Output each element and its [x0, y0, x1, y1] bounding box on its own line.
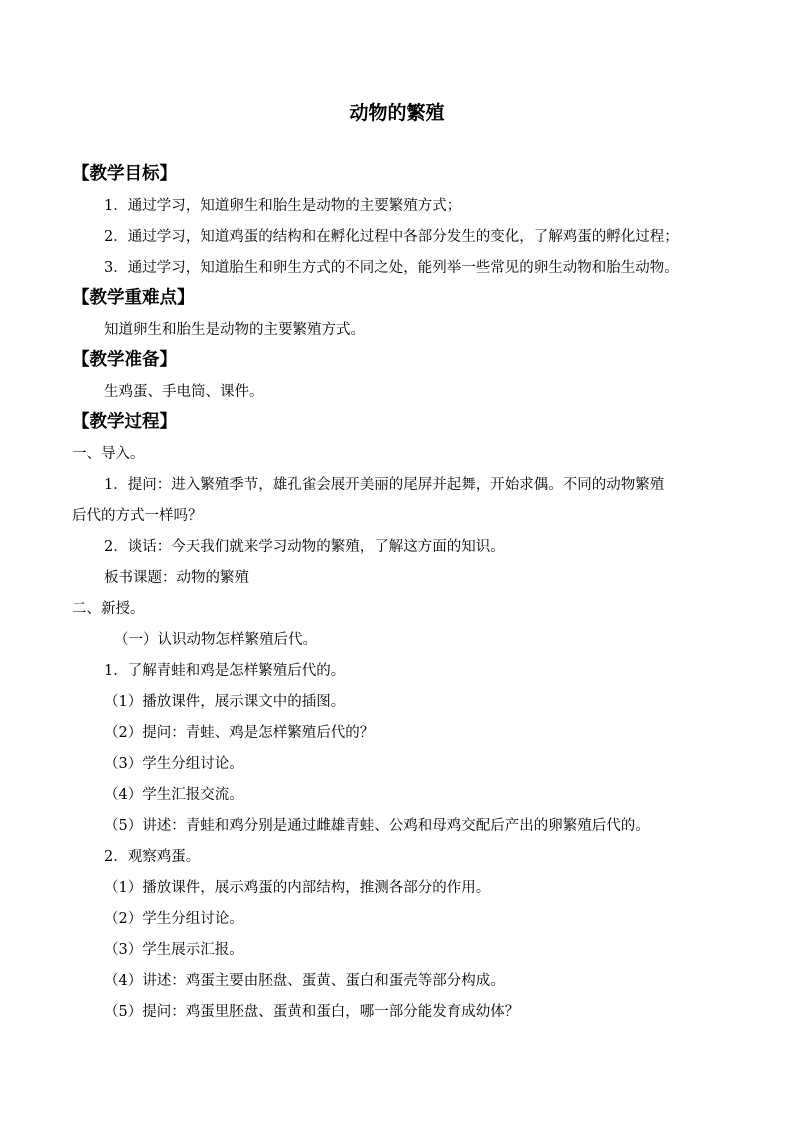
process-step-1-item-3: （3）学生分组讨论。 — [104, 756, 244, 772]
process-part-2-subsection-1: （一）认识动物怎样繁殖后代。 — [114, 632, 317, 648]
process-board-title: 板书课题：动物的繁殖 — [104, 570, 249, 586]
process-step-2-item-5: （5）提问：鸡蛋里胚盘、蛋黄和蛋白，哪一部分能发育成幼体？ — [104, 1004, 520, 1020]
section-heading-key-points: 【教学重难点】 — [72, 288, 195, 308]
process-step-2-item-4: （4）讲述：鸡蛋主要由胚盘、蛋黄、蛋白和蛋壳等部分构成。 — [104, 973, 505, 989]
process-step-1-item-4: （4）学生汇报交流。 — [104, 787, 244, 803]
process-step-1-item-1: （1）播放课件，展示课文中的插图。 — [104, 694, 346, 710]
section-heading-process: 【教学过程】 — [72, 412, 177, 432]
objective-item-3: 3．通过学习，知道胎生和卵生方式的不同之处，能列举一些常见的卵生动物和胎生动物。 — [104, 260, 679, 276]
section-heading-objectives: 【教学目标】 — [72, 164, 177, 184]
key-points-text: 知道卵生和胎生是动物的主要繁殖方式。 — [104, 322, 365, 338]
process-part-1-item-1-line-1: 1．提问：进入繁殖季节，雄孔雀会展开美丽的尾屏并起舞，开始求偶。不同的动物繁殖 — [104, 477, 665, 493]
process-step-2-item-1: （1）播放课件，展示鸡蛋的内部结构，推测各部分的作用。 — [104, 880, 491, 896]
process-part-2-label: 二、新授。 — [72, 601, 145, 617]
process-step-2-item-3: （3）学生展示汇报。 — [104, 942, 244, 958]
page-title: 动物的繁殖 — [349, 102, 445, 124]
process-step-1-item-5: （5）讲述：青蛙和鸡分别是通过雌雄青蛙、公鸡和母鸡交配后产出的卵繁殖后代的。 — [104, 818, 650, 834]
preparation-text: 生鸡蛋、手电筒、课件。 — [104, 384, 264, 400]
objective-item-1: 1．通过学习，知道卵生和胎生是动物的主要繁殖方式； — [104, 198, 462, 214]
process-step-1-title: 1．了解青蛙和鸡是怎样繁殖后代的。 — [104, 663, 346, 679]
process-part-1-item-1-line-2: 后代的方式一样吗？ — [72, 508, 203, 524]
process-part-1-item-2: 2．谈话：今天我们就来学习动物的繁殖，了解这方面的知识。 — [104, 539, 505, 555]
process-step-2-title: 2．观察鸡蛋。 — [104, 849, 201, 865]
process-part-1-label: 一、导入。 — [72, 446, 145, 462]
objective-item-2: 2．通过学习，知道鸡蛋的结构和在孵化过程中各部分发生的变化，了解鸡蛋的孵化过程； — [104, 229, 679, 245]
process-step-1-item-2: （2）提问：青蛙、鸡是怎样繁殖后代的？ — [104, 725, 375, 741]
section-heading-preparation: 【教学准备】 — [72, 350, 177, 370]
process-step-2-item-2: （2）学生分组讨论。 — [104, 911, 244, 927]
